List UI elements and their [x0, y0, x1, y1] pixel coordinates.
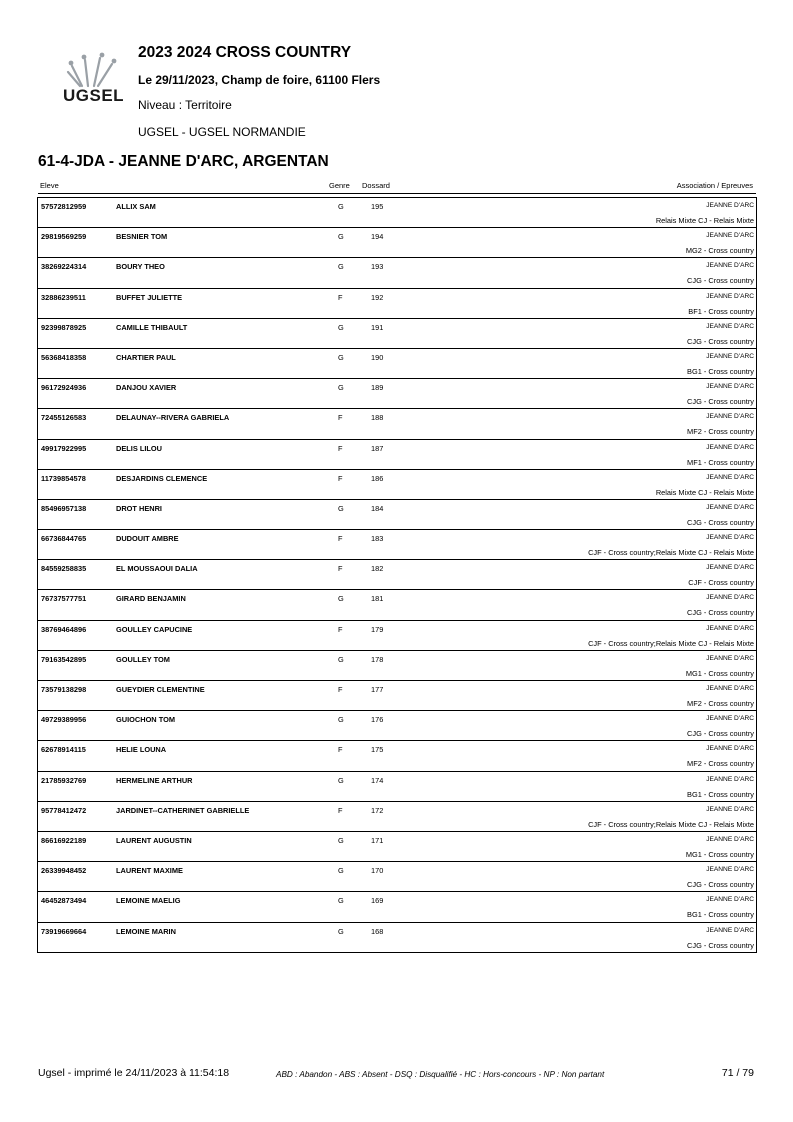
- association-name: JEANNE D'ARC: [706, 685, 754, 692]
- association-name: JEANNE D'ARC: [706, 835, 754, 843]
- bib-number: 187: [371, 443, 384, 453]
- student-id: 38269224314: [41, 262, 87, 272]
- student-name: GUIOCHON TOM: [116, 715, 175, 725]
- event-level: Niveau : Territoire: [138, 98, 232, 112]
- association-name: JEANNE D'ARC: [706, 413, 754, 421]
- student-genre: F: [338, 473, 343, 483]
- association-name: JEANNE D'ARC: [706, 473, 754, 481]
- student-id: 79163542895: [41, 654, 87, 664]
- bib-number: 183: [371, 534, 384, 544]
- event-name: MF2 - Cross country: [687, 699, 754, 708]
- student-name: GOULLEY TOM: [116, 654, 170, 664]
- student-name: DESJARDINS CLEMENCE: [116, 473, 208, 483]
- student-genre: F: [338, 564, 343, 574]
- table-row: [38, 711, 756, 741]
- bib-number: 192: [371, 292, 384, 302]
- student-name: GOULLEY CAPUCINE: [116, 624, 193, 634]
- student-genre: G: [338, 383, 344, 393]
- association-name: JEANNE D'ARC: [706, 564, 754, 572]
- bib-number: 175: [371, 745, 384, 755]
- event-name: CJG - Cross country: [687, 336, 754, 346]
- table-row: [38, 470, 756, 500]
- student-genre: G: [338, 594, 344, 604]
- bib-number: 174: [371, 775, 384, 785]
- student-name: JARDINET--CATHERINET GABRIELLE: [116, 805, 250, 815]
- student-id: 73579138298: [41, 685, 87, 694]
- column-headers: [38, 177, 756, 194]
- table-row: [38, 530, 756, 560]
- event-name: MG1 - Cross country: [685, 849, 754, 859]
- table-row: [38, 349, 756, 379]
- student-id: 85496957138: [41, 503, 87, 513]
- event-name: CJG - Cross country: [687, 397, 754, 407]
- table-row: [38, 590, 756, 620]
- event-name: CJG - Cross country: [687, 880, 754, 890]
- student-id: 84559258835: [41, 564, 87, 574]
- student-name: DROT HENRI: [116, 503, 162, 513]
- event-date-location: Le 29/11/2023, Champ de foire, 61100 Flers: [138, 73, 381, 87]
- student-id: 92399878925: [41, 322, 87, 332]
- club-title: 61-4-JDA - JEANNE D'ARC, ARGENTAN: [38, 153, 329, 170]
- table-row: [38, 409, 756, 439]
- table-row: [38, 621, 756, 651]
- table-row: [38, 892, 756, 922]
- bib-number: 194: [371, 232, 384, 242]
- student-name: LEMOINE MAELIG: [116, 896, 181, 906]
- print-info: Ugsel - imprimé le 24/11/2023 à 11:54:18: [38, 1067, 230, 1079]
- student-id: 11739854578: [41, 473, 86, 483]
- bib-number: 191: [371, 322, 384, 332]
- bib-number: 190: [371, 352, 384, 362]
- bib-number: 172: [371, 805, 384, 815]
- report-title: 2023 2024 CROSS COUNTRY: [138, 44, 352, 61]
- table-row: [38, 319, 756, 349]
- page-number: 71 / 79: [721, 1067, 754, 1079]
- student-name: DANJOU XAVIER: [116, 383, 177, 393]
- association-name: JEANNE D'ARC: [706, 202, 754, 209]
- student-name: DELAUNAY--RIVERA GABRIELA: [116, 413, 230, 423]
- event-name: CJG - Cross country: [687, 517, 754, 527]
- entries-table: [37, 197, 757, 953]
- student-genre: F: [338, 624, 343, 634]
- student-id: 72455126583: [41, 413, 87, 423]
- student-genre: F: [338, 534, 343, 544]
- association-name: JEANNE D'ARC: [706, 232, 754, 240]
- association-name: JEANNE D'ARC: [706, 654, 754, 662]
- student-id: 32886239511: [41, 292, 86, 302]
- col-eleve: Eleve: [40, 181, 59, 190]
- table-row: [38, 198, 756, 228]
- event-name: MG1 - Cross country: [685, 668, 754, 678]
- bib-number: 169: [371, 896, 384, 906]
- student-name: DUDOUIT AMBRE: [116, 534, 179, 544]
- student-name: CAMILLE THIBAULT: [116, 322, 188, 332]
- bib-number: 182: [371, 564, 384, 574]
- student-id: 49729389956: [41, 715, 87, 725]
- student-id: 86616922189: [41, 835, 87, 845]
- student-genre: G: [338, 926, 344, 936]
- association-name: JEANNE D'ARC: [706, 262, 754, 270]
- student-id: 29819569259: [41, 232, 87, 242]
- ugsel-logo-figures-icon: [60, 52, 126, 88]
- table-row: [38, 228, 756, 258]
- student-id: 21785932769: [41, 775, 87, 785]
- event-name: MF2 - Cross country: [687, 759, 754, 769]
- event-name: CJF - Cross country;Relais Mixte CJ - Relais Mixte: [588, 819, 754, 829]
- logo-text: UGSEL: [63, 86, 125, 105]
- bib-number: 193: [371, 262, 384, 272]
- student-genre: F: [338, 685, 343, 694]
- bib-number: 171: [371, 835, 384, 845]
- student-name: ALLIX SAM: [116, 202, 156, 211]
- table-row: [38, 379, 756, 409]
- table-row: [38, 258, 756, 288]
- student-genre: F: [338, 805, 343, 815]
- association-name: JEANNE D'ARC: [706, 805, 754, 813]
- event-name: BG1 - Cross country: [687, 789, 754, 799]
- student-id: 26339948452: [41, 866, 87, 876]
- event-name: CJG - Cross country: [687, 729, 754, 739]
- bib-number: 168: [371, 926, 384, 936]
- student-genre: G: [338, 835, 344, 845]
- student-genre: G: [338, 262, 344, 272]
- bib-number: 189: [371, 383, 384, 393]
- bib-number: 179: [371, 624, 384, 634]
- student-id: 49917922995: [41, 443, 87, 453]
- student-genre: G: [338, 654, 344, 664]
- table-row: [38, 560, 756, 590]
- student-name: CHARTIER PAUL: [116, 352, 176, 362]
- bib-number: 170: [371, 866, 384, 876]
- event-name: BF1 - Cross country: [688, 306, 754, 316]
- table-row: [38, 681, 756, 711]
- table-row: [38, 500, 756, 530]
- table-row: [38, 289, 756, 319]
- student-id: 56368418358: [41, 352, 87, 362]
- association-name: JEANNE D'ARC: [706, 292, 754, 300]
- student-name: BOURY THEO: [116, 262, 165, 272]
- association-name: JEANNE D'ARC: [706, 896, 754, 904]
- association-name: JEANNE D'ARC: [706, 624, 754, 632]
- student-id: 66736844765: [41, 534, 87, 544]
- event-name: CJG - Cross country: [687, 608, 754, 618]
- association-name: JEANNE D'ARC: [706, 503, 754, 511]
- student-id: 73919669664: [41, 926, 87, 936]
- student-name: HELIE LOUNA: [116, 745, 167, 755]
- association-name: JEANNE D'ARC: [706, 745, 754, 753]
- event-name: CJF - Cross country;Relais Mixte CJ - Relais Mixte: [588, 638, 754, 648]
- event-name: CJF - Cross country;Relais Mixte CJ - Relais Mixte: [588, 548, 754, 558]
- event-name: MG2 - Cross country: [685, 246, 754, 256]
- table-row: [38, 772, 756, 802]
- student-id: 62678914115: [41, 745, 86, 755]
- student-name: DELIS LILOU: [116, 443, 162, 453]
- table-row: [38, 862, 756, 892]
- bib-number: 177: [371, 685, 384, 694]
- event-name: CJF - Cross country: [688, 578, 754, 588]
- student-id: 96172924936: [41, 383, 87, 393]
- association-name: JEANNE D'ARC: [706, 715, 754, 723]
- student-genre: G: [338, 896, 344, 906]
- bib-number: 176: [371, 715, 384, 725]
- event-name: BG1 - Cross country: [687, 366, 754, 376]
- table-row: [38, 802, 756, 832]
- col-association: Association / Epreuves: [676, 181, 753, 190]
- student-name: GIRARD BENJAMIN: [116, 594, 186, 604]
- bib-number: 178: [371, 654, 384, 664]
- association-name: JEANNE D'ARC: [706, 866, 754, 874]
- abbreviation-legend: ABD : Abandon - ABS : Absent - DSQ : Disqualifié - HC : Hors-concours - NP : Non partant: [276, 1070, 605, 1079]
- association-name: JEANNE D'ARC: [706, 534, 754, 542]
- bib-number: 186: [371, 473, 384, 483]
- student-genre: G: [338, 322, 344, 332]
- student-id: 38769464896: [41, 624, 87, 634]
- student-genre: G: [338, 866, 344, 876]
- student-genre: F: [338, 413, 343, 423]
- event-name: Relais Mixte CJ - Relais Mixte: [655, 487, 754, 497]
- event-name: MF2 - Cross country: [687, 427, 754, 437]
- student-genre: F: [338, 292, 343, 302]
- student-name: LAURENT AUGUSTIN: [116, 835, 192, 845]
- student-genre: G: [338, 202, 344, 211]
- student-genre: G: [338, 775, 344, 785]
- event-name: CJG - Cross country: [687, 276, 754, 286]
- student-name: HERMELINE ARTHUR: [116, 775, 193, 785]
- bib-number: 195: [371, 202, 384, 211]
- student-name: LAURENT MAXIME: [116, 866, 183, 876]
- student-name: BUFFET JULIETTE: [116, 292, 183, 302]
- bib-number: 188: [371, 413, 384, 423]
- student-id: 57572812959: [41, 202, 87, 211]
- event-name: Relais Mixte CJ - Relais Mixte: [655, 216, 754, 225]
- table-row: [38, 832, 756, 862]
- event-name: MF1 - Cross country: [687, 457, 754, 467]
- student-name: EL MOUSSAOUI DALIA: [116, 564, 198, 574]
- student-genre: G: [338, 352, 344, 362]
- organization: UGSEL - UGSEL NORMANDIE: [138, 125, 306, 139]
- student-id: 46452873494: [41, 896, 87, 906]
- student-name: LEMOINE MARIN: [116, 926, 176, 936]
- association-name: JEANNE D'ARC: [706, 926, 754, 934]
- student-name: GUEYDIER CLEMENTINE: [116, 685, 205, 694]
- student-genre: F: [338, 745, 343, 755]
- bib-number: 181: [371, 594, 384, 604]
- association-name: JEANNE D'ARC: [706, 775, 754, 783]
- bib-number: 184: [371, 503, 384, 513]
- association-name: JEANNE D'ARC: [706, 594, 754, 602]
- student-name: BESNIER TOM: [116, 232, 168, 242]
- student-genre: G: [338, 503, 344, 513]
- association-name: JEANNE D'ARC: [706, 352, 754, 360]
- student-genre: G: [338, 715, 344, 725]
- student-id: 76737577751: [41, 594, 87, 604]
- col-genre: Genre: [329, 181, 350, 190]
- event-name: BG1 - Cross country: [687, 910, 754, 920]
- student-id: 95778412472: [41, 805, 87, 815]
- association-name: JEANNE D'ARC: [706, 383, 754, 391]
- association-name: JEANNE D'ARC: [706, 443, 754, 451]
- table-row: [38, 741, 756, 771]
- student-genre: G: [338, 232, 344, 242]
- event-name: CJG - Cross country: [687, 940, 754, 950]
- student-genre: F: [338, 443, 343, 453]
- col-dossard: Dossard: [362, 181, 390, 190]
- table-row: [38, 440, 756, 470]
- association-name: JEANNE D'ARC: [706, 322, 754, 330]
- table-row: [38, 923, 756, 953]
- table-row: [38, 651, 756, 681]
